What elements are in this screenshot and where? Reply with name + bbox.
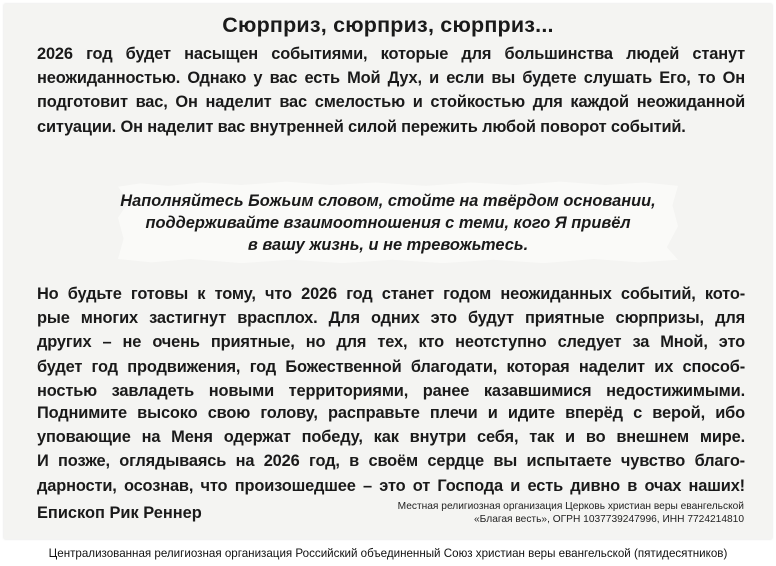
- quote-line: поддерживайте взаимоотношения с теми, кого Я привёл: [145, 214, 631, 232]
- footer-caption: Централизованная религиозная организация Российский объединенный Союз христиан веры евангельской (пятидесятников): [48, 547, 728, 560]
- paragraph-line: рые многих застигнут врасплох. Для одних это будут приятные сюрпризы, для: [37, 309, 745, 328]
- author-signature: Епископ Рик Реннер: [37, 504, 202, 522]
- paragraph-line: Поднимите высоко свою голову, расправьте плечи и идите вперёд с верой, ибо: [37, 404, 745, 422]
- paragraph-line: И позже, оглядываясь на 2026 год, в своём сердце вы испытаете чувство благо-: [37, 452, 745, 471]
- organization-info: [344, 500, 744, 526]
- paragraph-encouragement: [37, 401, 745, 498]
- paragraph-line: других – не очень приятные, но для тех, кто неотступно следует за Мной, это: [37, 333, 745, 352]
- page-title: Сюрприз, сюрприз, сюрприз...: [222, 13, 554, 37]
- highlight-quote: [0, 190, 776, 256]
- paragraph-line: уповающие на Меня одержат победу, как внутри себя, так и во внешнем мире.: [37, 428, 745, 447]
- paragraph-line: ностью завладеть новыми территориями, ранее казавшимися недостижимыми.: [37, 381, 745, 400]
- paragraph-line: Но будьте готовы к тому, что 2026 год станет годом неожиданных событий, кото-: [37, 285, 745, 303]
- paragraph-line: будет год продвижения, год Божественной благодати, которая наделит их способ-: [37, 357, 745, 376]
- organization-line: «Благая весть», ОГРН 1037739247996, ИНН 7724214810: [474, 514, 744, 525]
- quote-line: Наполняйтесь Божьим словом, стойте на твёрдом основании,: [120, 192, 656, 210]
- paragraph-prepare: [37, 282, 745, 403]
- quote-line: в вашу жизнь, и не тревожьтесь.: [247, 236, 529, 254]
- paragraph-intro: 2026 год будет насыщен событиями, которые для большинства людей станут неожиданностью. Однако у вас есть Мой Дух, и если вы будете слушать Его, то Он подготовит вас, Он наделит вас смелостью и стойкостью для каждой неожиданной ситуации. Он наделит вас внутренней силой пережить любой поворот событий.: [37, 45, 745, 136]
- paragraph-line: дарности, осознав, что произошедшее – это от Господа и есть дивно в очах наших!: [37, 476, 745, 495]
- organization-line: Местная религиозная организация Церковь христиан веры евангельской: [397, 501, 744, 512]
